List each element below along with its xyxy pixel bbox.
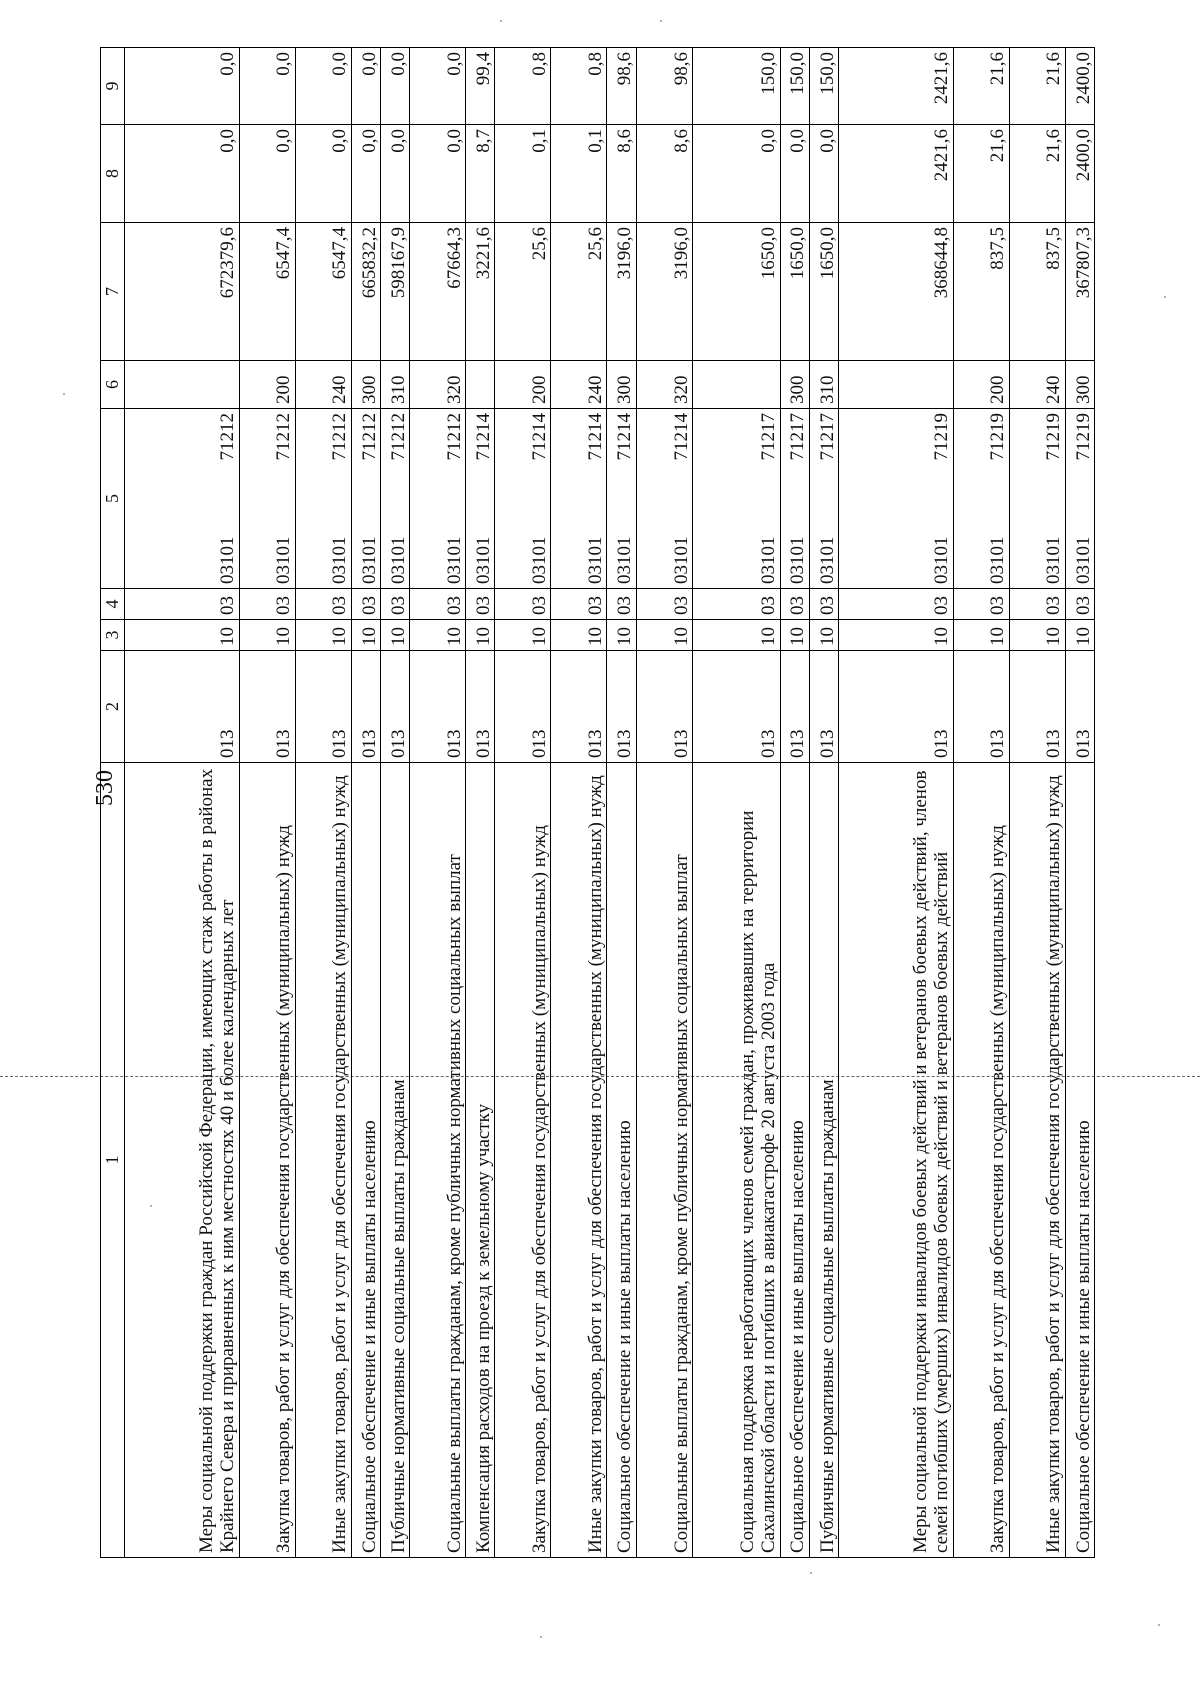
cell-col9: 98,6 xyxy=(607,48,636,125)
cell-col2: 013 xyxy=(780,651,809,763)
cell-col4: 03 xyxy=(809,589,838,620)
cell-col7: 25,6 xyxy=(551,223,607,361)
cell-col9: 150,0 xyxy=(692,48,780,125)
table-row xyxy=(125,48,240,1558)
cell-col4: 03 xyxy=(953,589,1009,620)
row-name: Социальное обеспечение и иные выплаты населению xyxy=(1065,763,1094,1558)
scan-speck xyxy=(1164,296,1166,298)
cell-col6: 320 xyxy=(410,361,466,409)
cell-col7: 837,5 xyxy=(1009,223,1065,361)
row-name: Социальное обеспечение и иные выплаты населению xyxy=(351,763,380,1558)
row-name: Социальная поддержка неработающих членов семей граждан, проживавших на территории Сахалинской области и погибших в авиакатастрофе 20 августа 2003 года xyxy=(692,763,780,1558)
cell-col6 xyxy=(838,361,953,409)
cell-col5-program: 03101 xyxy=(329,536,351,584)
cell-col8: 2400,0 xyxy=(1065,125,1094,223)
cell-col5 xyxy=(495,409,551,589)
cell-col4: 03 xyxy=(351,589,380,620)
cell-col2: 013 xyxy=(380,651,409,763)
cell-col9: 150,0 xyxy=(809,48,838,125)
cell-col4: 03 xyxy=(239,589,295,620)
cell-col9: 0,0 xyxy=(295,48,351,125)
cell-col3: 10 xyxy=(551,620,607,651)
table-header-row xyxy=(101,48,125,1558)
cell-col2: 013 xyxy=(1065,651,1094,763)
cell-col9: 0,0 xyxy=(351,48,380,125)
scan-speck xyxy=(1158,1624,1160,1626)
cell-col5-program: 03101 xyxy=(585,536,607,584)
row-name: Меры социальной поддержки граждан Российской Федерации, имеющих стаж работы в районах Крайнего Севера и приравненных к ним местностях 40 и более календарных лет xyxy=(125,763,240,1558)
cell-col8: 0,1 xyxy=(551,125,607,223)
cell-col7: 672379,6 xyxy=(125,223,240,361)
cell-col3: 10 xyxy=(380,620,409,651)
cell-col9: 21,6 xyxy=(1009,48,1065,125)
cell-col7: 3196,0 xyxy=(607,223,636,361)
cell-col3: 10 xyxy=(1065,620,1094,651)
budget-table xyxy=(100,47,1095,1558)
cell-col6: 300 xyxy=(351,361,380,409)
cell-col4: 03 xyxy=(551,589,607,620)
row-name: Социальное обеспечение и иные выплаты населению xyxy=(607,763,636,1558)
cell-col5-program: 03101 xyxy=(273,536,295,584)
cell-col5-direction: 71214 xyxy=(585,413,607,461)
cell-col9: 150,0 xyxy=(780,48,809,125)
cell-col5 xyxy=(410,409,466,589)
cell-col2: 013 xyxy=(351,651,380,763)
cell-col5 xyxy=(780,409,809,589)
cell-col8: 8,7 xyxy=(466,125,495,223)
cell-col3: 10 xyxy=(636,620,692,651)
col-header-2: 2 xyxy=(101,651,125,763)
cell-col9: 99,4 xyxy=(466,48,495,125)
cell-col2: 013 xyxy=(551,651,607,763)
col-header-5: 5 xyxy=(101,409,125,589)
cell-col5-program: 03101 xyxy=(670,536,692,584)
cell-col5-direction: 71219 xyxy=(931,413,953,461)
cell-col5-program: 03101 xyxy=(217,536,239,584)
cell-col5-program: 03101 xyxy=(473,536,495,584)
cell-col2: 013 xyxy=(692,651,780,763)
cell-col4: 03 xyxy=(636,589,692,620)
cell-col4: 03 xyxy=(466,589,495,620)
row-name: Социальные выплаты гражданам, кроме публичных нормативных социальных выплат xyxy=(636,763,692,1558)
cell-col5 xyxy=(838,409,953,589)
row-name: Социальное обеспечение и иные выплаты населению xyxy=(780,763,809,1558)
cell-col4: 03 xyxy=(838,589,953,620)
cell-col3: 10 xyxy=(239,620,295,651)
scan-speck xyxy=(540,1636,542,1638)
cell-col5-direction: 71212 xyxy=(217,413,239,461)
cell-col9: 2400,0 xyxy=(1065,48,1094,125)
cell-col6: 240 xyxy=(551,361,607,409)
cell-col3: 10 xyxy=(809,620,838,651)
cell-col7: 367807,3 xyxy=(1065,223,1094,361)
cell-col5-direction: 71219 xyxy=(1072,413,1094,461)
table-row xyxy=(809,48,838,1558)
table-row xyxy=(1065,48,1094,1558)
cell-col6: 200 xyxy=(953,361,1009,409)
cell-col5-program: 03101 xyxy=(529,536,551,584)
cell-col2: 013 xyxy=(809,651,838,763)
cell-col3: 10 xyxy=(466,620,495,651)
cell-col8: 8,6 xyxy=(636,125,692,223)
cell-col8: 0,1 xyxy=(495,125,551,223)
col-header-3: 3 xyxy=(101,620,125,651)
cell-col5-program: 03101 xyxy=(787,536,809,584)
table-row xyxy=(351,48,380,1558)
cell-col5-direction: 71212 xyxy=(329,413,351,461)
cell-col5-direction: 71214 xyxy=(473,413,495,461)
cell-col6: 310 xyxy=(809,361,838,409)
cell-col2: 013 xyxy=(410,651,466,763)
cell-col5 xyxy=(295,409,351,589)
cell-col3: 10 xyxy=(692,620,780,651)
cell-col5 xyxy=(1009,409,1065,589)
cell-col3: 10 xyxy=(607,620,636,651)
cell-col3: 10 xyxy=(780,620,809,651)
table-row xyxy=(692,48,780,1558)
cell-col5 xyxy=(551,409,607,589)
cell-col2: 013 xyxy=(466,651,495,763)
cell-col7: 598167,9 xyxy=(380,223,409,361)
cell-col8: 0,0 xyxy=(692,125,780,223)
cell-col6: 300 xyxy=(1065,361,1094,409)
cell-col5-direction: 71217 xyxy=(816,413,838,461)
page-number: 530 xyxy=(92,770,118,806)
cell-col6: 240 xyxy=(295,361,351,409)
scan-speck xyxy=(810,1572,812,1574)
table-row xyxy=(551,48,607,1558)
cell-col5 xyxy=(239,409,295,589)
cell-col4: 03 xyxy=(780,589,809,620)
cell-col3: 10 xyxy=(125,620,240,651)
cell-col6: 300 xyxy=(607,361,636,409)
cell-col5 xyxy=(809,409,838,589)
cell-col5 xyxy=(607,409,636,589)
cell-col8: 2421,6 xyxy=(838,125,953,223)
cell-col5-direction: 71212 xyxy=(387,413,409,461)
table-row xyxy=(295,48,351,1558)
cell-col2: 013 xyxy=(495,651,551,763)
cell-col2: 013 xyxy=(953,651,1009,763)
col-header-7: 7 xyxy=(101,223,125,361)
cell-col5-program: 03101 xyxy=(816,536,838,584)
cell-col4: 03 xyxy=(410,589,466,620)
table-row xyxy=(838,48,953,1558)
cell-col5-direction: 71219 xyxy=(1043,413,1065,461)
table-row xyxy=(380,48,409,1558)
cell-col8: 0,0 xyxy=(410,125,466,223)
cell-col8: 21,6 xyxy=(953,125,1009,223)
scan-speck xyxy=(500,20,502,22)
cell-col3: 10 xyxy=(1009,620,1065,651)
cell-col5 xyxy=(953,409,1009,589)
cell-col7: 837,5 xyxy=(953,223,1009,361)
row-name: Иные закупки товаров, работ и услуг для обеспечения государственных (муниципальных) нужд xyxy=(1009,763,1065,1558)
scan-speck xyxy=(660,20,662,22)
cell-col8: 0,0 xyxy=(351,125,380,223)
cell-col5 xyxy=(466,409,495,589)
cell-col5-program: 03101 xyxy=(614,536,636,584)
cell-col5 xyxy=(380,409,409,589)
cell-col8: 0,0 xyxy=(809,125,838,223)
cell-col5-direction: 71212 xyxy=(443,413,465,461)
rotated-table-wrapper xyxy=(100,48,1095,1558)
cell-col2: 013 xyxy=(239,651,295,763)
cell-col6 xyxy=(692,361,780,409)
table-row xyxy=(607,48,636,1558)
row-name: Иные закупки товаров, работ и услуг для обеспечения государственных (муниципальных) нужд xyxy=(295,763,351,1558)
row-name: Иные закупки товаров, работ и услуг для обеспечения государственных (муниципальных) нужд xyxy=(551,763,607,1558)
cell-col8: 0,0 xyxy=(125,125,240,223)
cell-col9: 0,0 xyxy=(239,48,295,125)
cell-col5-direction: 71214 xyxy=(529,413,551,461)
cell-col5 xyxy=(351,409,380,589)
cell-col6: 240 xyxy=(1009,361,1065,409)
cell-col5 xyxy=(692,409,780,589)
cell-col7: 665832,2 xyxy=(351,223,380,361)
table-row xyxy=(636,48,692,1558)
cell-col3: 10 xyxy=(953,620,1009,651)
table-row xyxy=(1009,48,1065,1558)
cell-col2: 013 xyxy=(636,651,692,763)
cell-col9: 2421,6 xyxy=(838,48,953,125)
cell-col4: 03 xyxy=(380,589,409,620)
table-row xyxy=(780,48,809,1558)
cell-col7: 67664,3 xyxy=(410,223,466,361)
cell-col5-direction: 71212 xyxy=(358,413,380,461)
table-row xyxy=(410,48,466,1558)
row-name: Закупка товаров, работ и услуг для обеспечения государственных (муниципальных) нужд xyxy=(495,763,551,1558)
cell-col5-direction: 71212 xyxy=(273,413,295,461)
cell-col8: 0,0 xyxy=(239,125,295,223)
table-row xyxy=(953,48,1009,1558)
cell-col6: 300 xyxy=(780,361,809,409)
cell-col9: 0,8 xyxy=(551,48,607,125)
cell-col3: 10 xyxy=(351,620,380,651)
cell-col7: 6547,4 xyxy=(239,223,295,361)
cell-col5-program: 03101 xyxy=(443,536,465,584)
cell-col7: 3221,6 xyxy=(466,223,495,361)
row-name: Публичные нормативные социальные выплаты гражданам xyxy=(380,763,409,1558)
cell-col8: 21,6 xyxy=(1009,125,1065,223)
cell-col5-program: 03101 xyxy=(931,536,953,584)
cell-col4: 03 xyxy=(1065,589,1094,620)
cell-col2: 013 xyxy=(295,651,351,763)
cell-col7: 25,6 xyxy=(495,223,551,361)
cell-col5-program: 03101 xyxy=(387,536,409,584)
cell-col7: 1650,0 xyxy=(692,223,780,361)
col-header-4: 4 xyxy=(101,589,125,620)
scan-speck xyxy=(63,393,65,395)
cell-col9: 0,0 xyxy=(380,48,409,125)
cell-col7: 1650,0 xyxy=(780,223,809,361)
cell-col5-direction: 71214 xyxy=(670,413,692,461)
cell-col2: 013 xyxy=(838,651,953,763)
cell-col5-direction: 71214 xyxy=(614,413,636,461)
cell-col2: 013 xyxy=(1009,651,1065,763)
cell-col5-program: 03101 xyxy=(758,536,780,584)
cell-col8: 0,0 xyxy=(780,125,809,223)
cell-col4: 03 xyxy=(495,589,551,620)
row-name: Закупка товаров, работ и услуг для обеспечения государственных (муниципальных) нужд xyxy=(239,763,295,1558)
cell-col5-direction: 71217 xyxy=(758,413,780,461)
cell-col6 xyxy=(466,361,495,409)
cell-col3: 10 xyxy=(410,620,466,651)
cell-col5 xyxy=(1065,409,1094,589)
cell-col9: 0,8 xyxy=(495,48,551,125)
cell-col7: 1650,0 xyxy=(809,223,838,361)
cell-col5-direction: 71219 xyxy=(987,413,1009,461)
cell-col5-program: 03101 xyxy=(1072,536,1094,584)
table-row xyxy=(466,48,495,1558)
cell-col7: 6547,4 xyxy=(295,223,351,361)
cell-col9: 21,6 xyxy=(953,48,1009,125)
cell-col9: 98,6 xyxy=(636,48,692,125)
cell-col4: 03 xyxy=(692,589,780,620)
cell-col6: 200 xyxy=(495,361,551,409)
cell-col5-direction: 71217 xyxy=(787,413,809,461)
cell-col3: 10 xyxy=(295,620,351,651)
col-header-8: 8 xyxy=(101,125,125,223)
cell-col2: 013 xyxy=(607,651,636,763)
cell-col2: 013 xyxy=(125,651,240,763)
cell-col8: 8,6 xyxy=(607,125,636,223)
col-header-9: 9 xyxy=(101,48,125,125)
cell-col8: 0,0 xyxy=(295,125,351,223)
cell-col3: 10 xyxy=(838,620,953,651)
cell-col6: 200 xyxy=(239,361,295,409)
cell-col5-program: 03101 xyxy=(987,536,1009,584)
cell-col8: 0,0 xyxy=(380,125,409,223)
row-name: Закупка товаров, работ и услуг для обеспечения государственных (муниципальных) нужд xyxy=(953,763,1009,1558)
cell-col7: 3196,0 xyxy=(636,223,692,361)
cell-col9: 0,0 xyxy=(125,48,240,125)
table-row xyxy=(239,48,295,1558)
col-header-1: 1 xyxy=(101,763,125,1558)
cell-col4: 03 xyxy=(125,589,240,620)
row-name: Социальные выплаты гражданам, кроме публичных нормативных социальных выплат xyxy=(410,763,466,1558)
cell-col5 xyxy=(125,409,240,589)
col-header-6: 6 xyxy=(101,361,125,409)
cell-col4: 03 xyxy=(295,589,351,620)
cell-col5-program: 03101 xyxy=(1043,536,1065,584)
cell-col7: 368644,8 xyxy=(838,223,953,361)
cell-col5-program: 03101 xyxy=(358,536,380,584)
row-name: Публичные нормативные социальные выплаты гражданам xyxy=(809,763,838,1558)
cell-col6: 320 xyxy=(636,361,692,409)
cell-col9: 0,0 xyxy=(410,48,466,125)
cell-col3: 10 xyxy=(495,620,551,651)
row-name: Компенсация расходов на проезд к земельному участку xyxy=(466,763,495,1558)
cell-col4: 03 xyxy=(1009,589,1065,620)
cell-col4: 03 xyxy=(607,589,636,620)
table-row xyxy=(495,48,551,1558)
cell-col6 xyxy=(125,361,240,409)
row-name: Меры социальной поддержки инвалидов боевых действий и ветеранов боевых действий, членов семей погибших (умерших) инвалидов боевых действий и ветеранов боевых действий xyxy=(838,763,953,1558)
cell-col6: 310 xyxy=(380,361,409,409)
cell-col5 xyxy=(636,409,692,589)
